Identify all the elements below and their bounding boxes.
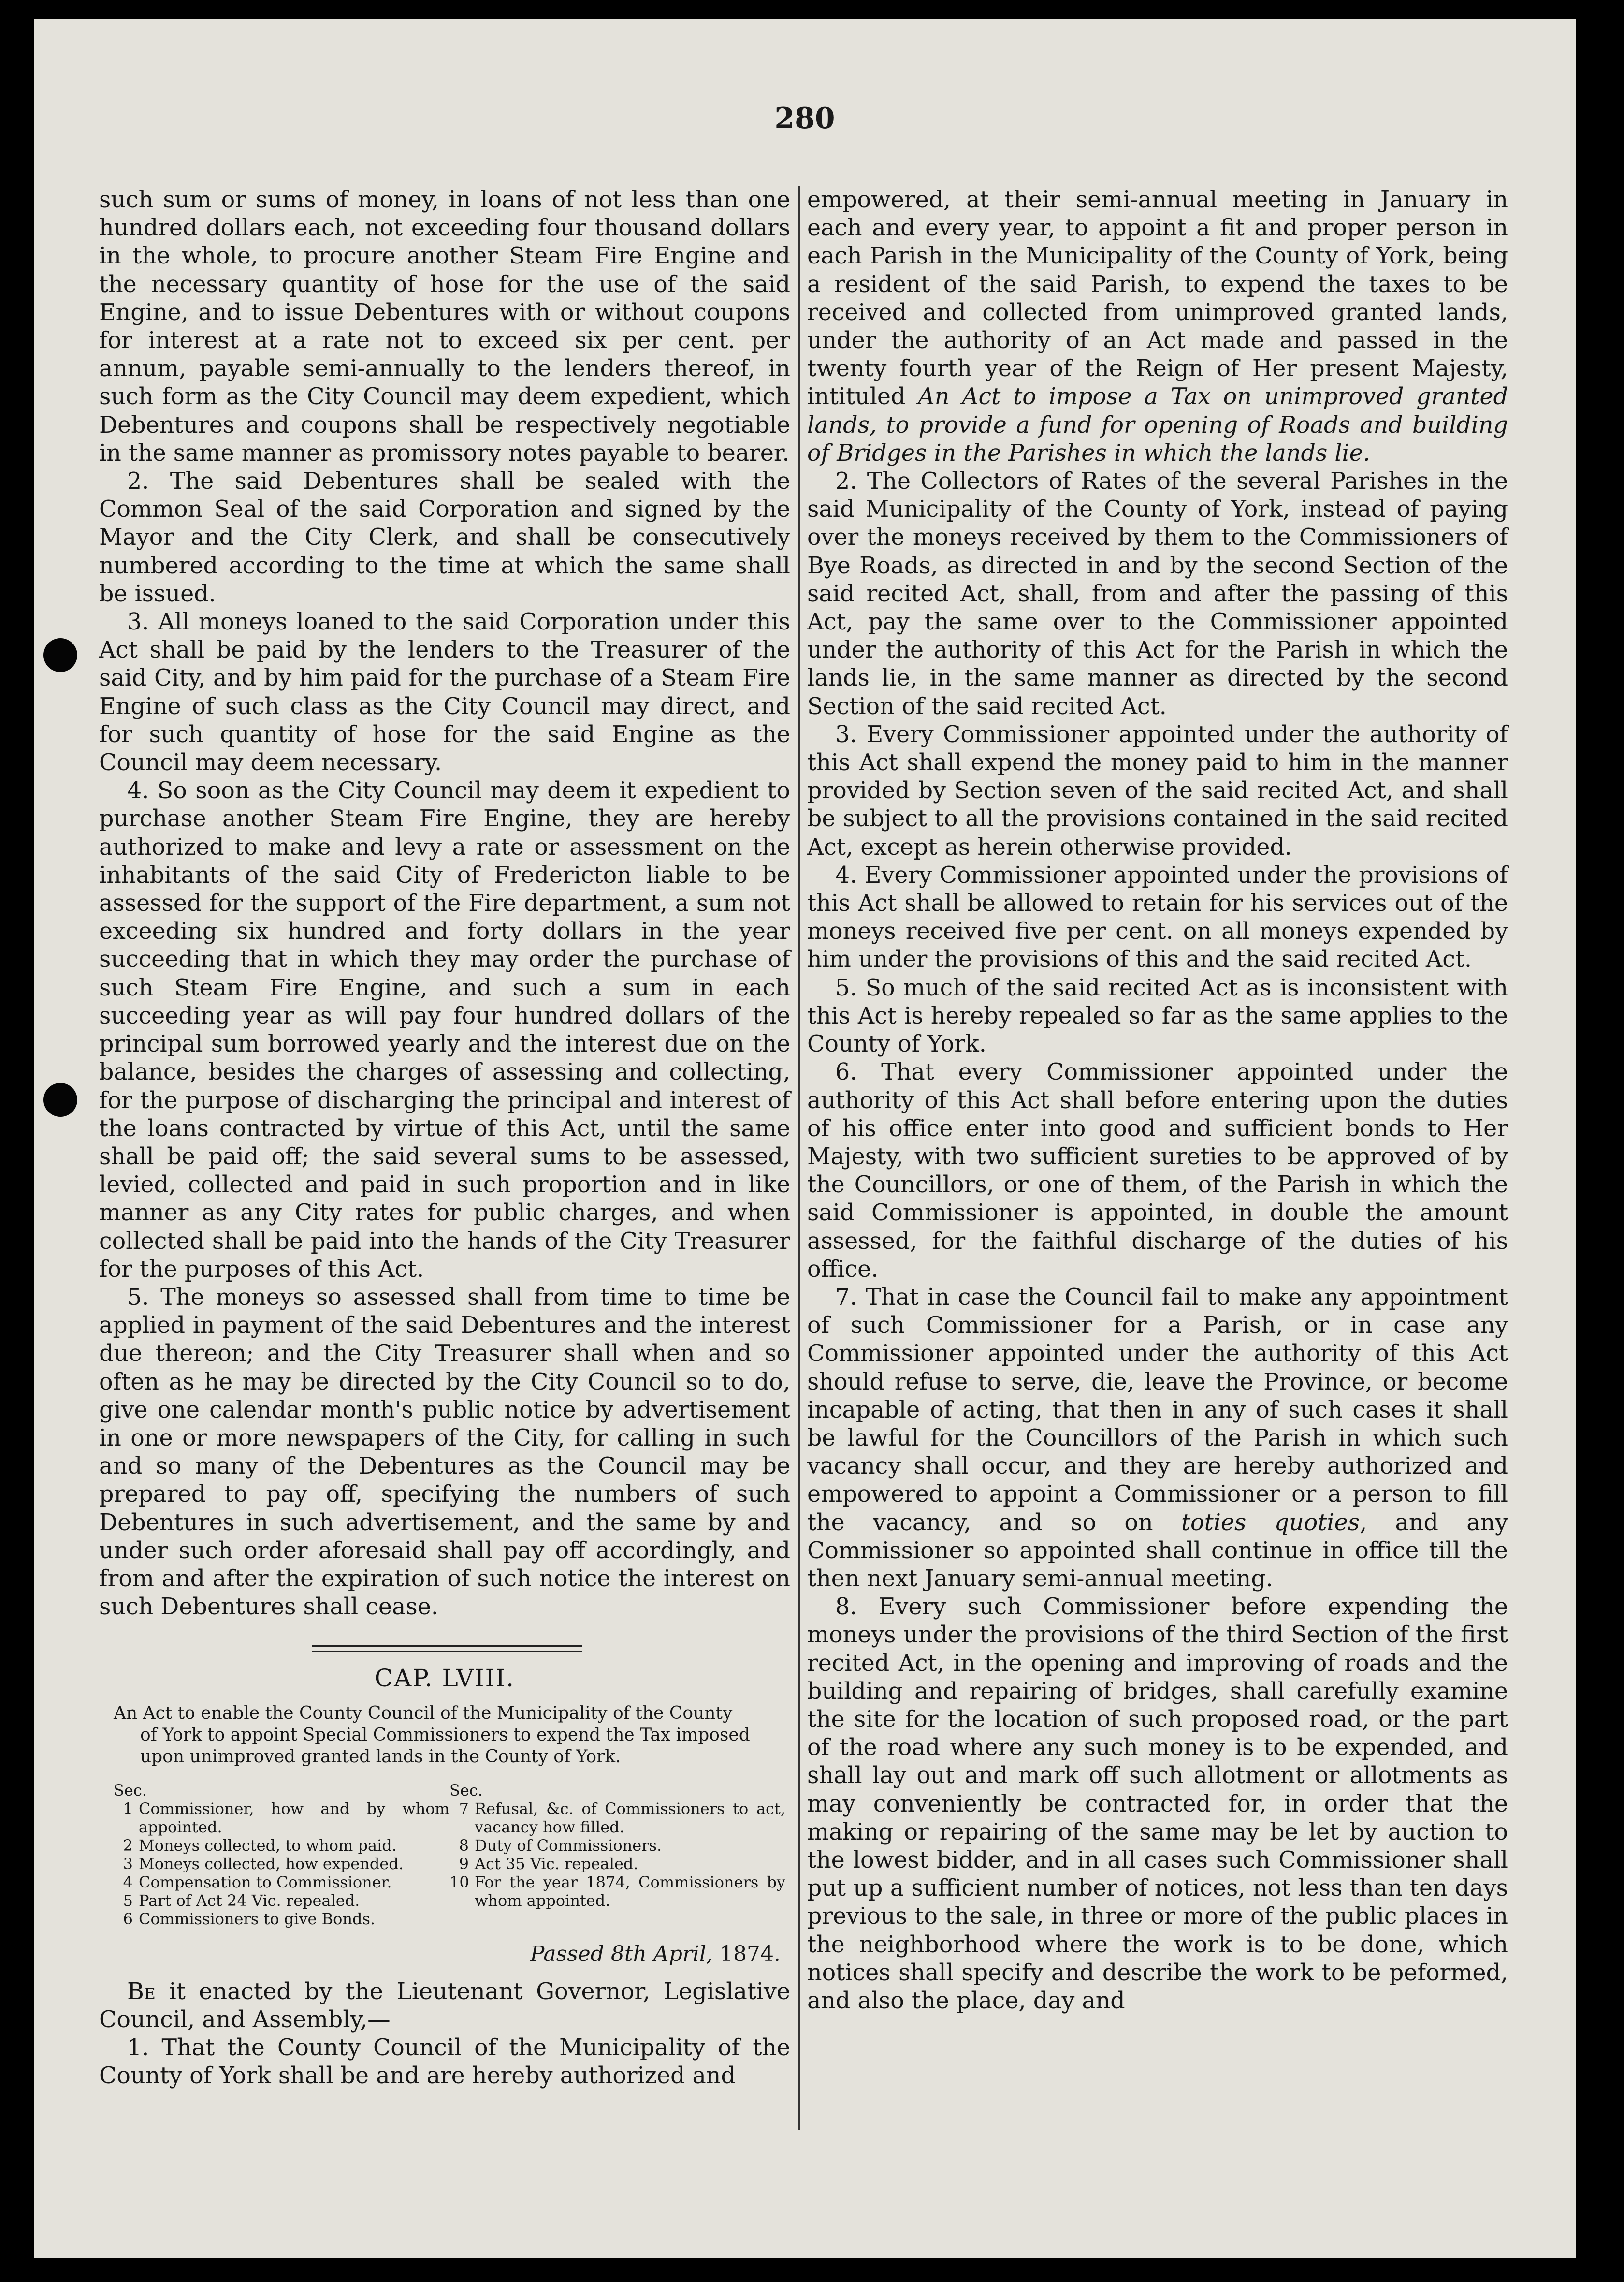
- section-text: Act 35 Vic. repealed.: [475, 1854, 638, 1873]
- section-number: 1: [123, 1799, 133, 1818]
- section-text: Part of Act 24 Vic. repealed.: [139, 1891, 360, 1910]
- section-entry: [114, 1799, 450, 1836]
- chapter-description: [114, 1702, 776, 1768]
- section-number: 10: [450, 1872, 469, 1891]
- section-entry: [450, 1836, 785, 1855]
- section-number: 9: [459, 1854, 469, 1873]
- section-number: 4: [123, 1872, 133, 1891]
- right-section-6: 6. That every Commissioner appointed under the authority of this Act shall before entering upon the duties of his office enter into good and sufficient bonds to Her Majesty, with two sufficient sureties to be approved of by the Councillors, or one of them, of the Parish in which the said Commissioner is appointed, in double the amount assessed, for the faithful discharge of the duties of his office.: [807, 1059, 1508, 1283]
- enacting-text: it enacted by the Lieutenant Governor, Legislative Council, and Assembly,—: [99, 1978, 790, 2033]
- section-number: 7: [459, 1799, 469, 1818]
- chapter-title: CAP. LVIII.: [374, 1664, 515, 1693]
- left-section-5: 5. The moneys so assessed shall from time to time be applied in payment of the said Debentures and the interest due thereon; and the City Treasurer shall when and so often as he may be directed by the City Council so to do, give one calendar month's public notice by advertisement in one or more newspapers of the City, for calling in such and so many of the Debentures as the Council may be prepared to pay off, specifying the numbers of such Debentures in such advertisement, and the same by and under such order aforesaid shall pay off accordingly, and from and after the expiration of such notice the interest on such Debentures shall cease.: [99, 1284, 790, 1621]
- right-section-1-text: empowered, at their semi-annual meeting in January in each and every year, to appoint a fit and proper person in each Parish in the Municipality of the County of York, being a resident of the said Parish, to expend the taxes to be received and collected from unimproved granted lands, under the authority of an Act made and passed in the twenty fourth year of the Reign of Her present Majesty, intituled: [807, 187, 1508, 410]
- passed-date: [99, 1940, 781, 1968]
- passed-year: 1874.: [720, 1941, 781, 1966]
- binding-hole-top: [44, 638, 77, 672]
- section-text: Commissioners to give Bonds.: [139, 1909, 376, 1928]
- section-entry: [114, 1855, 450, 1873]
- chapter-description-line: An Act to enable the County Council of the Municipality of the County: [114, 1703, 733, 1723]
- sec-header: Sec.: [450, 1781, 483, 1799]
- section-index-left: [114, 1781, 450, 1928]
- left-column: [99, 186, 790, 2091]
- right-section-7: [807, 1284, 1508, 1593]
- right-section-4: 4. Every Commissioner appointed under the provisions of this Act shall be allowed to retain for his services out of the moneys received five per cent. on all moneys expended by him under the provisions of this and the said recited Act.: [807, 862, 1508, 973]
- passed-label: Passed 8th April,: [530, 1941, 713, 1966]
- enacting-first-word: Be: [127, 1978, 156, 2005]
- column-divider: [798, 186, 800, 2130]
- section-number: 8: [459, 1836, 469, 1855]
- left-section-4: 4. So soon as the City Council may deem it expedient to purchase another Steam Fire Engine, they are hereby authorized to make and levy a rate or assessment on the inhabitants of the said City of Fredericton liable to be assessed for the support of the Fire department, a sum not exceeding six hundred and forty dollars in the year succeeding that in which they may order the purchase of such Steam Fire Engine, and such a sum in each succeeding year as will pay four hundred dollars of the principal sum borrowed yearly and the interest due on the balance, besides the charges of assessing and collecting, for the purpose of discharging the principal and interest of the loans contracted by virtue of this Act, until the same shall be paid off; the said several sums to be assessed, levied, collected and paid in such proportion and in like manner as any City rates for public charges, and when collected shall be paid into the hands of the City Treasurer for the purposes of this Act.: [99, 777, 790, 1283]
- section-index-right: [450, 1781, 785, 1928]
- section-entry: [450, 1855, 785, 1873]
- section-text: Commissioner, how and by whom appointed.: [139, 1799, 450, 1836]
- section-number: 5: [123, 1891, 133, 1910]
- right-section-5: 5. So much of the said recited Act as is inconsistent with this Act is hereby repealed so far as the same applies to the County of York.: [807, 974, 1508, 1058]
- left-section-3: 3. All moneys loaned to the said Corporation under this Act shall be paid by the lenders to the Treasurer of the said City, and by him paid for the purchase of a Steam Fire Engine of such class as the City Council may direct, and for such quantity of hose for the said Engine as the Council may deem necessary.: [99, 609, 790, 776]
- chapter-description-line: upon unimproved granted lands in the County of York.: [140, 1746, 621, 1767]
- section-text: Moneys collected, to whom paid.: [139, 1836, 397, 1855]
- section-entry: [450, 1873, 785, 1910]
- section-number: 3: [123, 1854, 133, 1873]
- section-text: For the year 1874, Commissioners by whom appointed.: [475, 1872, 785, 1910]
- right-section-7-text: 7. That in case the Council fail to make any appointment of such Commissioner for a Parish, or in case any Commissioner appointed under the authority of this Act should refuse to serve, die, leave the Province, or become incapable of acting, that then in any of such cases it shall be lawful for the Councillors of the Parish in which such vacancy shall occur, and they are hereby authorized and empowered to appoint a Commissioner or a person to fill the vacancy, and so on: [807, 1284, 1508, 1536]
- section-entry: [114, 1836, 450, 1855]
- section-entry: [450, 1799, 785, 1836]
- section-text: Compensation to Commissioner.: [139, 1872, 392, 1891]
- latin-phrase: toties quoties: [1181, 1509, 1360, 1536]
- right-column: [807, 186, 1508, 2015]
- section-text: Duty of Commissioners.: [475, 1836, 662, 1855]
- enacting-clause: [99, 1978, 790, 2034]
- chapter-description-line: of York to appoint Special Commissioners to expend the Tax imposed: [140, 1725, 750, 1745]
- document-page: [34, 19, 1576, 2258]
- binding-hole-bottom: [44, 1083, 77, 1117]
- left-section-2: 2. The said Debentures shall be sealed with the Common Seal of the said Corporation and signed by the Mayor and the City Clerk, and shall be consecutively numbered according to the time at which the same shall be issued.: [99, 468, 790, 607]
- cap-section-1: 1. That the County Council of the Municipality of the County of York shall be and are hereby authorized and: [99, 2034, 790, 2090]
- right-section-3: 3. Every Commissioner appointed under the authority of this Act shall expend the money paid to him in the manner provided by Section seven of the said recited Act, and shall be subject to all the provisions contained in the said recited Act, except as herein otherwise provided.: [807, 721, 1508, 861]
- right-section-8: 8. Every such Commissioner before expending the moneys under the provisions of the third Section of the first recited Act, in the opening and improving of roads and the building and repairing of bridges, shall carefully examine the site for the location of such proposed road, or the part of the road where any such money is to be expended, and shall lay out and mark off such allotment or allotments as may conveniently be contracted for, in order that the making or repairing of the same may be let by auction to the lowest bidder, and in all cases such Commissioner shall put up a sufficient number of notices, not less than ten days previous to the sale, in three or more of the public places in the neighborhood where the work is to be done, which notices shall specify and describe the work to be peformed, and also the place, day and: [807, 1594, 1508, 2014]
- section-entry: [114, 1891, 450, 1910]
- section-entry: [114, 1873, 450, 1891]
- left-para-continuation: such sum or sums of money, in loans of not less than one hundred dollars each, not exceeding four thousand dollars in the whole, to procure another Steam Fire Engine and the necessary quantity of hose for the use of the said Engine, and to issue Debentures with or without coupons for interest at a rate not to exceed six per cent. per annum, payable semi-annually to the lenders thereof, in such form as the City Council may deem expedient, which Debentures and coupons shall be respectively negotiable in the same manner as promissory notes payable to bearer.: [99, 187, 790, 467]
- recited-act-title: An Act to impose a Tax on unimproved granted lands, to provide a fund for opening of Roads and building of Bridges in the Parishes in which the lands lie.: [807, 383, 1508, 467]
- chapter-divider: [312, 1645, 582, 1652]
- section-text: Moneys collected, how expended.: [139, 1854, 404, 1873]
- right-section-1-continuation: [807, 186, 1508, 468]
- right-section-7-text-end: , and any Commissioner so appointed shall continue in office till the then next January semi-annual meeting.: [807, 1509, 1508, 1592]
- section-number: 2: [123, 1836, 133, 1855]
- page-number: 280: [774, 102, 835, 135]
- section-number: 6: [123, 1909, 133, 1928]
- section-index: [114, 1781, 785, 1928]
- section-text: Refusal, &c. of Commissioners to act, vacancy how filled.: [475, 1799, 785, 1836]
- right-section-2: 2. The Collectors of Rates of the several Parishes in the said Municipality of the County of York, instead of paying over the moneys received by them to the Commissioners of Bye Roads, as directed in and by the second Section of the said recited Act, shall, from and after the passing of this Act, pay the same over to the Commissioner appointed under the authority of this Act for the Parish in which the lands lie, in the same manner as directed by the second Section of the said recited Act.: [807, 468, 1508, 720]
- sec-header: Sec.: [114, 1781, 147, 1799]
- section-entry: [114, 1910, 450, 1928]
